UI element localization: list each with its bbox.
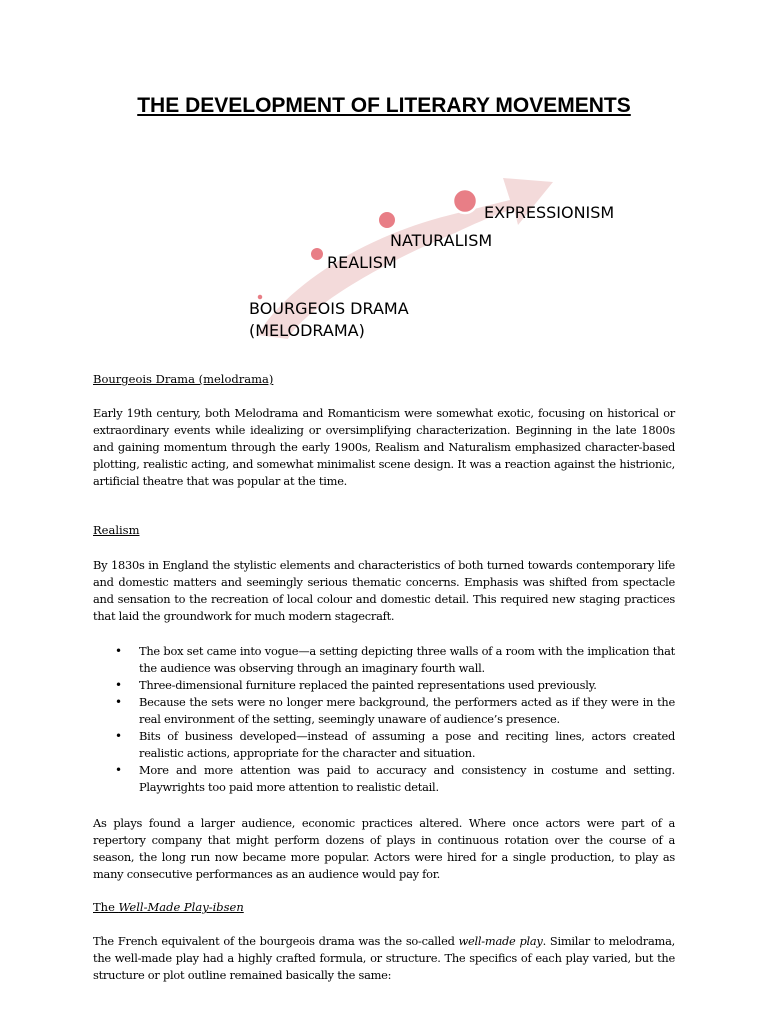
bullet-icon: • (115, 644, 122, 658)
list-item (93, 762, 675, 796)
stage-label-naturalism: NATURALISM (390, 231, 493, 250)
paragraph-wellmade (93, 933, 675, 984)
bullet-icon: • (115, 729, 122, 743)
stage-dot-realism (310, 247, 324, 261)
heading-prefix: The (93, 900, 119, 914)
realism-bullet-list (93, 643, 675, 796)
list-item (93, 694, 675, 728)
list-item-text: The box set came into vogue—a setting depicting three walls of a room with the implication that the audience was observing through an imaginary fourth wall. (139, 644, 675, 675)
section-heading-bourgeois: Bourgeois Drama (melodrama) (93, 372, 274, 386)
list-item-text: Because the sets were no longer mere background, the performers acted as if they were in the real environment of the setting, seemingly unaware of audience’s presence. (139, 695, 675, 726)
list-item-text: Three-dimensional furniture replaced the painted representations used previously. (139, 678, 597, 692)
list-item (93, 677, 675, 694)
paragraph-bourgeois: Early 19th century, both Melodrama and Romanticism were somewhat exotic, focusing on historical or extraordinary events while idealizing or oversimplifying characterization. Beginning in the late 1800s and gaining momentum through the early 1900s, Realism and Naturalism emphasized character-based plotting, realistic acting, and somewhat minimalist scene design. It was a reaction against the histrionic, artificial theatre that was popular at the time. (93, 406, 675, 488)
stage-label-realism: REALISM (327, 253, 397, 272)
movements-diagram (200, 145, 640, 345)
page-title: THE DEVELOPMENT OF LITERARY MOVEMENTS (137, 94, 631, 117)
list-item (93, 643, 675, 677)
para-before: The French equivalent of the bourgeois drama was the so-called (93, 934, 459, 948)
paragraph-realism: By 1830s in England the stylistic elements and characteristics of both turned towards contemporary life and domestic matters and seemingly serious thematic concerns. Emphasis was shifted from spectacle and sensation to the recreation of local colour and domestic detail. This required new staging practices that laid the groundwork for much modern stagecraft. (93, 558, 675, 623)
para-italic: well-made play (458, 934, 543, 948)
stage-dot-naturalism (378, 211, 396, 229)
bullet-icon: • (115, 678, 122, 692)
stage-label-expressionism: EXPRESSIONISM (484, 203, 615, 222)
paragraph-economics: As plays found a larger audience, economic practices altered. Where once actors were part of a repertory company that might perform dozens of plays in continuous rotation over the course of a season, the long run now became more popular. Actors were hired for a single production, to play as many consecutive performances as an audience would pay for. (93, 816, 675, 881)
list-item (93, 728, 675, 762)
section-heading-realism: Realism (93, 523, 140, 537)
heading-italic: Well-Made Play-ibsen (118, 900, 244, 914)
para-after: . Similar to melodrama, the well-made play had a highly crafted formula, or structure. The specifics of each play varied, but the structure or plot outline remained basically the same: (93, 934, 675, 982)
stage-label-bourgeois: BOURGEOIS DRAMA (MELODRAMA) (249, 299, 409, 340)
bullet-icon: • (115, 763, 122, 777)
bullet-icon: • (115, 695, 122, 709)
stage-dot-expressionism (453, 189, 477, 213)
list-item-text: More and more attention was paid to accuracy and consistency in costume and setting. Playwrights too paid more attention to realistic detail. (139, 763, 675, 794)
list-item-text: Bits of business developed—instead of assuming a pose and reciting lines, actors created realistic actions, appropriate for the character and situation. (139, 729, 675, 760)
section-heading-wellmade (93, 899, 244, 916)
